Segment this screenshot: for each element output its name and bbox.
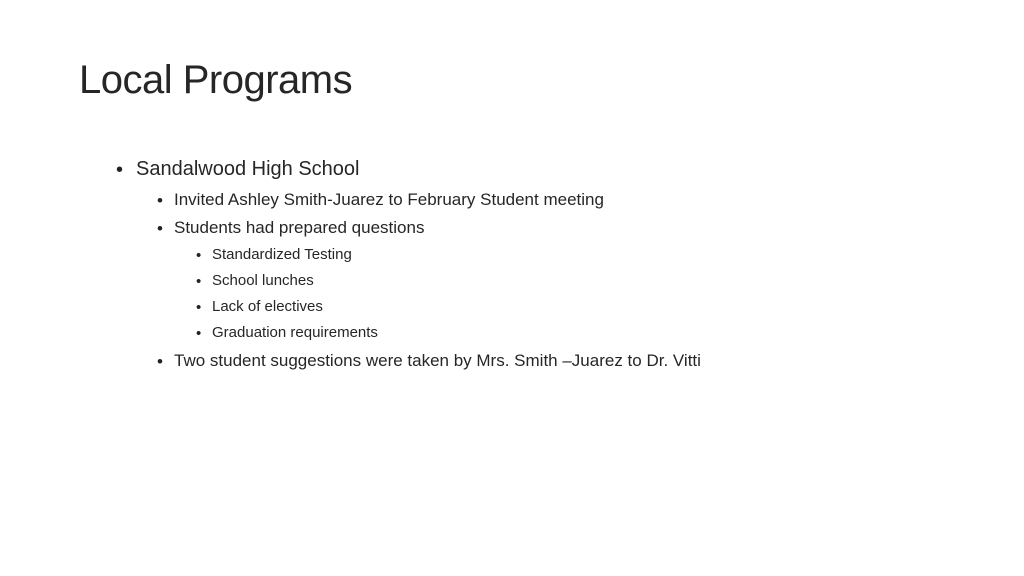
list-item-q2: School lunches <box>212 272 314 289</box>
list-item-q3: Lack of electives <box>212 298 323 315</box>
bullet-icon: • <box>157 219 163 238</box>
list-item-questions: Students had prepared questions <box>174 218 425 237</box>
bullet-icon: • <box>196 247 202 264</box>
list-item-suggestions: Two student suggestions were taken by Mrs. Smith –Juarez to Dr. Vitti <box>174 351 701 370</box>
list-item-q1: Standardized Testing <box>212 246 352 263</box>
bullet-icon: • <box>157 352 163 371</box>
bullet-icon: • <box>157 191 163 210</box>
bullet-icon: • <box>196 273 202 290</box>
bullet-icon: • <box>196 325 202 342</box>
bullet-icon: • <box>196 299 202 316</box>
slide-title: Local Programs <box>79 58 353 102</box>
list-item-invited: Invited Ashley Smith-Juarez to February Student meeting <box>174 190 604 209</box>
list-item-school: Sandalwood High School <box>136 158 360 180</box>
list-item-q4: Graduation requirements <box>212 324 378 341</box>
bullet-icon: • <box>116 159 124 181</box>
